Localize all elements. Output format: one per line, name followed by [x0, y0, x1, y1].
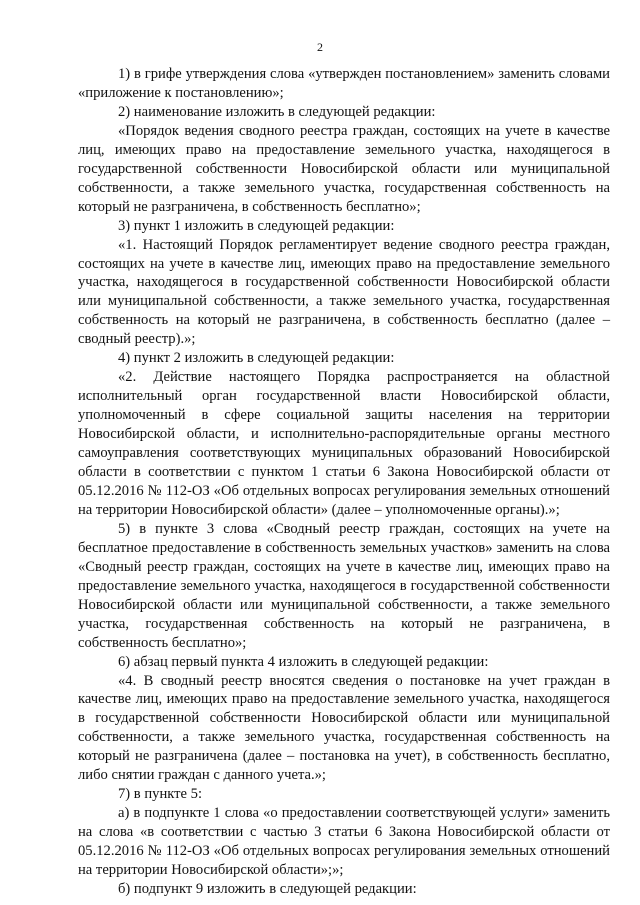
paragraph-7: «2. Действие настоящего Порядка распространяется на областной исполнительный орган государственной власти Новосибирской области, уполномоченный в сфере социальной защиты населения на территории Новосибирской области, и исполнительно-распорядительные органы местного самоуправления соответствующих муниципальных образований Новосибирской области в соответствии с пунктом 1 статьи 6 Закона Новосибирской области от 05.12.2016 № 112-ОЗ «Об отдельных вопросах регулирования земельных отношений на территории Новосибирской области» (далее – уполномоченные органы).»; [78, 369, 610, 518]
paragraph-1: 1) в грифе утверждения слова «утвержден постановлением» заменить словами «приложение к постановлению»; [78, 66, 610, 101]
paragraph-13: б) подпункт 9 изложить в следующей редакции: [118, 880, 417, 897]
paragraph-2: 2) наименование изложить в следующей редакции: [118, 103, 436, 120]
paragraph-3: «Порядок ведения сводного реестра граждан, состоящих на учете в качестве лиц, имеющих право на предоставление земельного участка, находящегося в государственной собственности Новосибирской области или муниципальной собственности, а также земельного участка, государственная собственность на который не разграничена, в собственность бесплатно»; [78, 122, 610, 215]
paragraph-5: «1. Настоящий Порядок регламентирует ведение сводного реестра граждан, состоящих на учете в качестве лиц, имеющих право на предоставление земельного участка, находящегося в государственной собственности Новосибирской области или муниципальной собственности, а также земельного участка, государственная собственность на который не разграничена, в собственность бесплатно (далее – сводный реестр).»; [78, 236, 610, 348]
paragraph-11: 7) в пункте 5: [118, 786, 203, 803]
paragraph-4: 3) пункт 1 изложить в следующей редакции: [118, 217, 395, 234]
paragraph-6: 4) пункт 2 изложить в следующей редакции: [118, 350, 395, 367]
paragraph-8: 5) в пункте 3 слова «Сводный реестр граждан, состоящих на учете на бесплатное предоставление в собственность земельных участков» заменить на слова «Сводный реестр граждан, состоящих на учете в качестве лиц, имеющих право на предоставление земельного участка, находящегося в государственной собственности Новосибирской области или муниципальной собственности, а также земельного участка, государственная собственность на который не разграничена, в собственность бесплатно»; [78, 520, 610, 651]
paragraph-10: «4. В сводный реестр вносятся сведения о постановке на учет граждан в качестве лиц, имеющих право на предоставление земельного участка, находящегося в государственной собственности Новосибирской области или муниципальной собственности, а также земельного участка, государственная собственность на который не разграничена (далее – постановка на учет), в собственность бесплатно, либо снятии граждан с данного учета.»; [78, 672, 610, 784]
paragraph-12: а) в подпункте 1 слова «о предоставлении соответствующей услуги» заменить на слова «в соответствии с частью 3 статьи 6 Закона Новосибирской области от 05.12.2016 № 112-ОЗ «Об отдельных вопросах регулирования земельных отношений на территории Новосибирской области»;»; [78, 805, 610, 879]
paragraph-9: 6) абзац первый пункта 4 изложить в следующей редакции: [118, 653, 489, 670]
document-body [78, 65, 610, 899]
page-number: 2 [317, 40, 323, 54]
